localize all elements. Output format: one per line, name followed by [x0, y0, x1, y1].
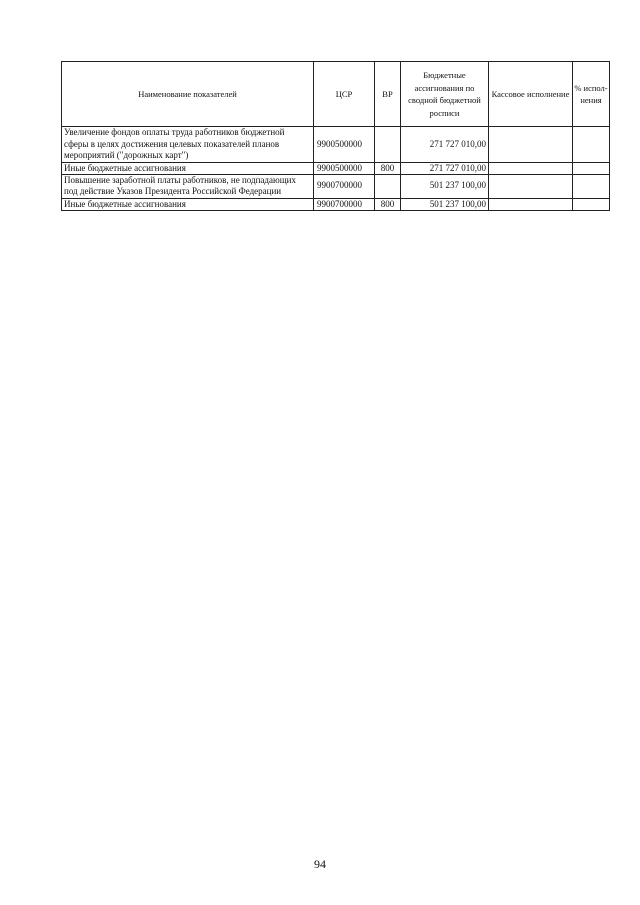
row-vr [375, 174, 401, 198]
row-percent [573, 174, 610, 198]
header-vr: ВР [375, 62, 401, 127]
row-csr: 9900700000 [314, 174, 375, 198]
row-vr [375, 127, 401, 163]
table-row [62, 174, 610, 198]
row-cash [489, 162, 573, 174]
table-row [62, 162, 610, 174]
row-vr: 800 [375, 198, 401, 210]
row-percent [573, 198, 610, 210]
header-budget: Бюджетные ассигнования по сводной бюджетной росписи [401, 62, 489, 127]
table-row [62, 198, 610, 210]
table-header-row [62, 62, 610, 127]
row-budget: 271 727 010,00 [401, 127, 489, 163]
row-percent [573, 162, 610, 174]
row-vr: 800 [375, 162, 401, 174]
row-csr: 9900700000 [314, 198, 375, 210]
header-name: Наименование показателей [62, 62, 314, 127]
row-name: Увеличение фондов оплаты труда работников бюджетной сферы в целях достижения целевых показателей планов мероприятий ("дорожных карт") [62, 127, 314, 163]
row-name: Иные бюджетные ассигнования [62, 162, 314, 174]
page-number: 94 [314, 857, 326, 871]
row-budget: 501 237 100,00 [401, 198, 489, 210]
header-cash: Кассовое исполнение [489, 62, 573, 127]
row-cash [489, 198, 573, 210]
row-name: Повышение заработной платы работников, не подпадающих под действие Указов Президента Российской Федерации [62, 174, 314, 198]
header-percent: % испол-нения [573, 62, 610, 127]
budget-table [61, 61, 610, 211]
header-csr: ЦСР [314, 62, 375, 127]
row-budget: 271 727 010,00 [401, 162, 489, 174]
row-cash [489, 174, 573, 198]
table-row [62, 127, 610, 163]
row-csr: 9900500000 [314, 162, 375, 174]
row-name: Иные бюджетные ассигнования [62, 198, 314, 210]
row-cash [489, 127, 573, 163]
row-percent [573, 127, 610, 163]
row-budget: 501 237 100,00 [401, 174, 489, 198]
row-csr: 9900500000 [314, 127, 375, 163]
